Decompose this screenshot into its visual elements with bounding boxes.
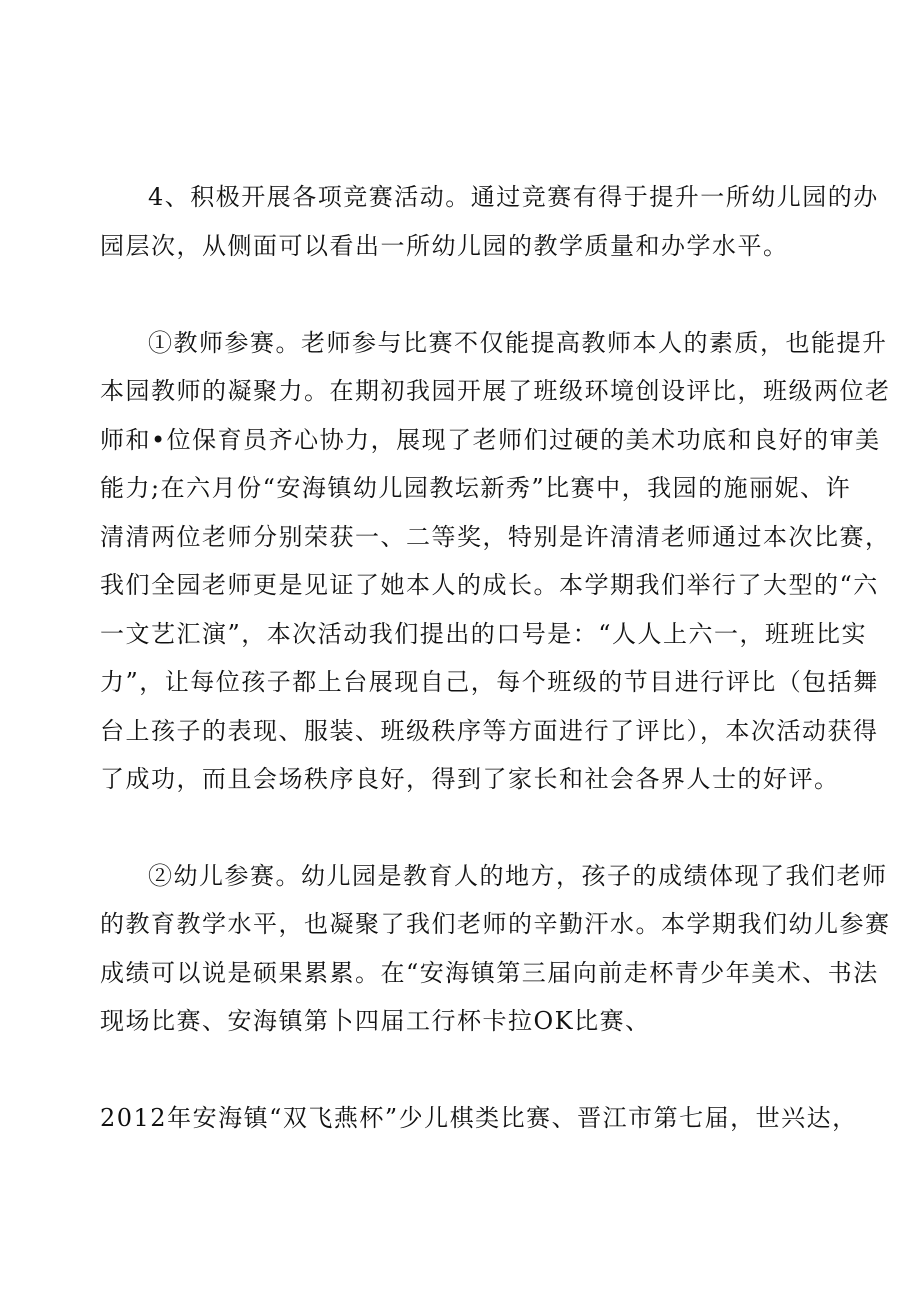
paragraph-line: 本园教师的凝聚力。在期初我园开展了班级环境创设评比，班级两位老: [100, 377, 891, 405]
paragraph-line: 清清两位老师分别荣获一、二等奖，特别是许清清老师通过本次比赛，: [100, 523, 891, 551]
paragraph-line: 现场比赛、安海镇第卜四届工行杯卡拉OK比赛、: [100, 1007, 651, 1035]
paragraph-line: 成绩可以说是硕果累累。在“安海镇第三届向前走杯青少年美术、书法: [100, 959, 879, 987]
paragraph-line: ①教师参赛。老师参与比赛不仅能提高教师本人的素质，也能提升: [148, 329, 888, 357]
paragraph-line: 力”，让每位孩子都上台展现自己，每个班级的节目进行评比（包括舞: [100, 668, 879, 696]
paragraph-line: 能力;在六月份“安海镇幼儿园教坛新秀”比赛中，我园的施丽妮、许: [100, 474, 852, 502]
paragraph-line: 师和•位保育员齐心协力，展现了老师们过硬的美术功底和良好的审美: [100, 426, 881, 454]
paragraph-line: 的教育教学水平，也凝聚了我们老师的辛勤汗水。本学期我们幼儿参赛: [100, 910, 891, 938]
paragraph-line: 我们全园老师更是见证了她本人的成长。本学期我们举行了大型的“六: [100, 571, 879, 599]
paragraph-line: 4、积极开展各项竞赛活动。通过竞赛有得于提升一所幼儿园的办: [148, 183, 879, 211]
paragraph-line: ②幼儿参赛。幼儿园是教育人的地方，孩子的成绩体现了我们老师: [148, 862, 888, 890]
paragraph-line: 2012年安海镇“双飞燕杯”少儿棋类比赛、晋江市第七届，世兴达，: [100, 1104, 858, 1132]
paragraph-line: 台上孩子的表现、服装、班级秩序等方面进行了评比），本次活动获得: [100, 717, 879, 745]
paragraph-line: 园层次，从侧面可以看出一所幼儿园的教学质量和办学水平。: [100, 232, 789, 260]
paragraph-line: 了成功，而且会场秩序良好，得到了家长和社会各界人士的好评。: [100, 765, 840, 793]
paragraph-line: 一文艺汇演”，本次活动我们提出的口号是：“人人上六一，班班比实: [100, 620, 868, 648]
